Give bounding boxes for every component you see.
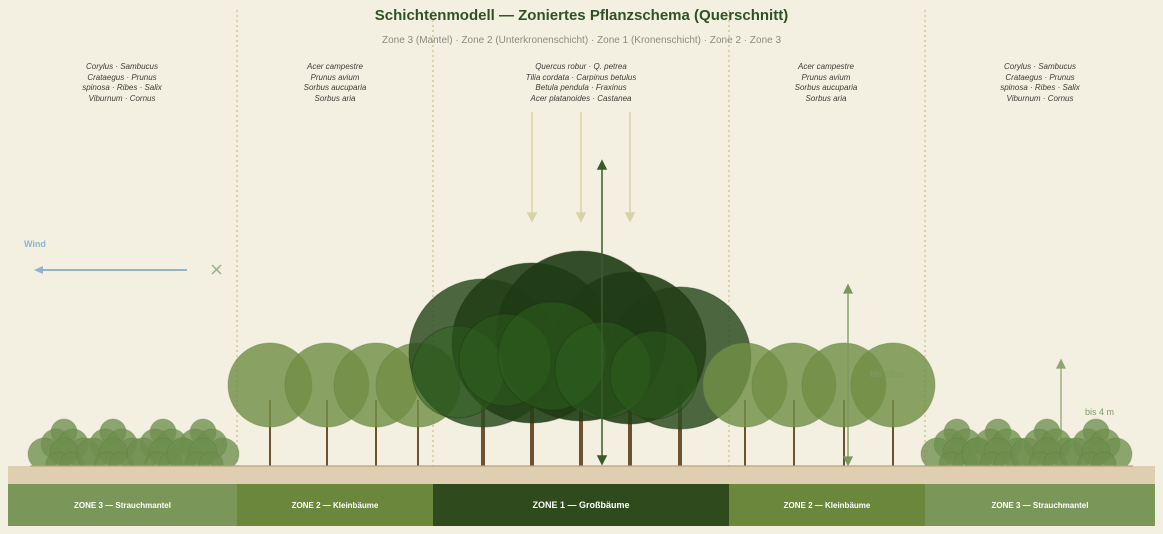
page-title: Schichtenmodell — Zoniertes Pflanzschema (Querschnitt) — [374, 7, 789, 24]
species-line: Betula pendula · Fraxinus — [535, 83, 627, 93]
height-label-zone2: bis 10 m — [870, 369, 905, 379]
species-line: Crataegus · Prunus — [87, 72, 157, 82]
species-list-zone3-right — [945, 62, 1135, 104]
species-list-zone3-left — [27, 62, 217, 104]
species-list-zone1 — [486, 62, 676, 104]
species-line: spinosa · Ribes · Salix — [1000, 83, 1080, 93]
ground-strip — [8, 466, 1155, 484]
species-line: Viburnum · Cornus — [1006, 93, 1074, 103]
species-line: Corylus · Sambucus — [1003, 62, 1077, 71]
species-line: Prunus avium — [801, 72, 851, 82]
height-label-zone3: bis 4 m — [1085, 407, 1115, 417]
species-line: Sorbus aucuparia — [794, 83, 858, 93]
small-tree-crown — [851, 343, 935, 427]
cross-icon — [212, 265, 221, 274]
species-line: Tilia cordata · Carpinus betulus — [525, 72, 637, 82]
species-line: Sorbus aria — [805, 93, 847, 103]
species-line: Acer platanoides · Castanea — [530, 93, 632, 103]
species-line: Sorbus aria — [314, 93, 356, 103]
zone-band-zone2-right: ZONE 2 — Kleinbäume — [729, 484, 925, 526]
species-line: Sorbus aucuparia — [303, 83, 367, 93]
page-subtitle: Zone 3 (Mantel) · Zone 2 (Unterkronenschicht) · Zone 1 (Kronenschicht) · Zone 2 · Zone 3 — [381, 35, 782, 46]
species-line: Crataegus · Prunus — [1005, 72, 1075, 82]
zone2-right-crowns — [703, 343, 935, 427]
zone-band-zone2-left: ZONE 2 — Kleinbäume — [237, 484, 433, 526]
species-line: Acer campestre — [306, 62, 364, 71]
species-line: Acer campestre — [797, 62, 855, 71]
light-arrows — [528, 112, 634, 221]
species-line: Viburnum · Cornus — [88, 93, 156, 103]
zone-band-zone1: ZONE 1 — Großbäume — [433, 484, 729, 526]
wind-label: Wind — [24, 239, 46, 249]
zone1-crowns — [409, 251, 751, 429]
species-line: Quercus robur · Q. petrea — [535, 62, 627, 71]
species-list-zone2-left — [240, 62, 430, 104]
species-line: spinosa · Ribes · Salix — [82, 83, 162, 93]
species-list-zone2-right — [731, 62, 921, 104]
wind-arrow — [34, 266, 187, 274]
species-line: Corylus · Sambucus — [85, 62, 159, 71]
zone-band-zone3-right: ZONE 3 — Strauchmantel — [925, 484, 1155, 526]
species-line: Prunus avium — [310, 72, 360, 82]
zone-band-zone3-left: ZONE 3 — Strauchmantel — [8, 484, 237, 526]
